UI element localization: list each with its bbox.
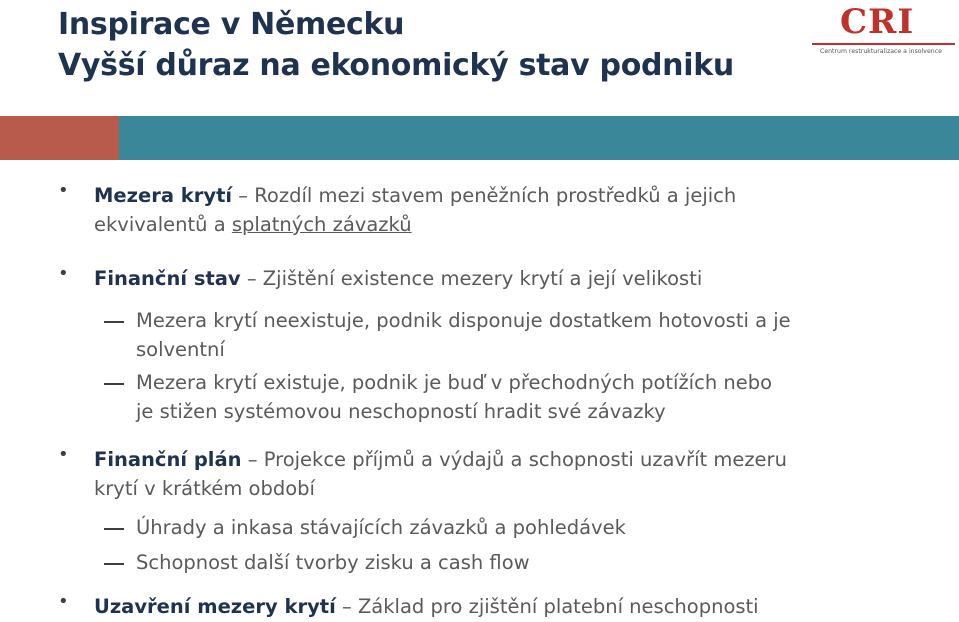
header-bar — [119, 116, 959, 160]
title-line-1: Inspirace v Německu — [58, 7, 405, 42]
sub-bullet-text: Mezera krytí existuje, podnik je buď v přechodných potížích nebo — [136, 371, 773, 394]
bullet-text: Projekce příjmů a výdajů a schopnosti uzavřít mezeru — [263, 448, 787, 471]
term-label: Finanční stav — [94, 267, 241, 290]
sub-bullet-dash — [104, 321, 124, 323]
logo-subtitle: Centrum restrukturalizace a insolvence — [820, 48, 942, 55]
bullet-financni-plan-cont: krytí v krátkém období — [94, 477, 315, 500]
sub-bullet-text: Mezera krytí neexistuje, podnik disponuje dostatkem hotovosti a je — [136, 309, 791, 332]
bullet-financni-stav: Finanční stav – Zjištění existence mezery krytí a její velikosti — [94, 267, 703, 290]
logo-mark: CRI — [840, 2, 915, 42]
bullet-text: Rozdíl mezi stavem peněžních prostředků a jejich — [254, 184, 737, 207]
bullet-dot: • — [58, 180, 69, 201]
bullet-text: Základ pro zjištění platební neschopnosti — [357, 595, 759, 618]
bullet-mezera-kryti: Mezera krytí – Rozdíl mezi stavem peněžních prostředků a jejich — [94, 184, 737, 207]
title-line-2: Vyšší důraz na ekonomický stav podniku — [58, 48, 734, 83]
sub-bullet-text-cont: solventní — [136, 338, 225, 361]
bullet-dot: • — [58, 444, 69, 465]
bullet-mezera-kryti-cont: ekvivalentů a splatných závazků — [94, 213, 412, 236]
sub-bullet-text-cont: je stižen systémovou neschopností hradit své závazky — [136, 400, 666, 423]
bullet-uzavreni-mezery: Uzavření mezery krytí – Základ pro zjištění platební neschopnosti — [94, 595, 759, 618]
bullet-dot: • — [58, 263, 69, 284]
term-label: Finanční plán — [94, 448, 242, 471]
bullet-dot: • — [58, 591, 69, 612]
term-label: Uzavření mezery krytí — [94, 595, 336, 618]
sub-bullet-dash — [104, 383, 124, 385]
bullet-text: Zjištění existence mezery krytí a její velikosti — [262, 267, 703, 290]
sub-bullet-text: Úhrady a inkasa stávajících závazků a pohledávek — [136, 516, 626, 539]
sub-bullet-text: Schopnost další tvorby zisku a cash flow — [136, 551, 530, 574]
bullet-financni-plan: Finanční plán – Projekce příjmů a výdajů a schopnosti uzavřít mezeru — [94, 448, 787, 471]
sub-bullet-dash — [104, 528, 124, 530]
cri-logo — [812, 2, 957, 62]
slide-title — [58, 4, 734, 86]
sub-bullet-dash — [104, 563, 124, 565]
linked-text[interactable]: splatných závazků — [231, 213, 412, 236]
term-label: Mezera krytí — [94, 184, 233, 207]
header-bar-accent — [0, 116, 122, 160]
logo-rule — [812, 43, 955, 45]
